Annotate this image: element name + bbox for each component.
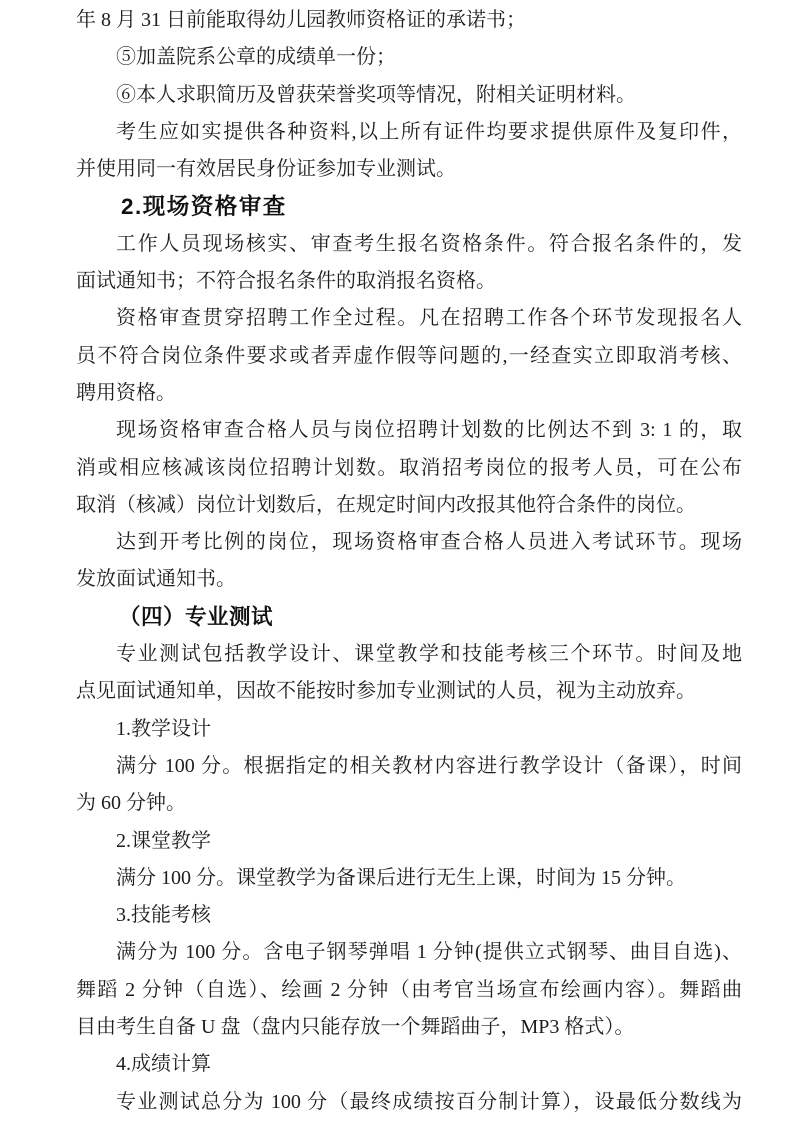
- text-line: 取消（核减）岗位计划数后，在规定时间内改报其他符合条件的岗位。: [76, 493, 696, 516]
- text-line: 满分为 100 分。含电子钢琴弹唱 1 分钟(提供立式钢琴、曲目自选)、: [116, 941, 742, 964]
- text-line: 消或相应核减该岗位招聘计划数。取消招考岗位的报考人员，可在公布: [76, 456, 742, 479]
- text-line: 考生应如实提供各种资料,以上所有证件均要求提供原件及复印件，: [116, 120, 742, 143]
- text-line: ⑤加盖院系公章的成绩单一份；: [116, 46, 396, 69]
- text-line: 目由考生自备 U 盘（盘内只能存放一个舞蹈曲子，MP3 格式）。: [76, 1016, 635, 1039]
- text-line: 年 8 月 31 日前能取得幼儿园教师资格证的承诺书；: [76, 9, 526, 31]
- text-line: 舞蹈 2 分钟（自选）、绘画 2 分钟（由考官当场宣布绘画内容）。舞蹈曲: [76, 978, 742, 1001]
- text-line: 2.课堂教学: [116, 829, 211, 852]
- text-line: 聘用资格。: [76, 381, 176, 404]
- text-line: 并使用同一有效居民身份证参加专业测试。: [76, 158, 456, 181]
- text-line: 专业测试总分为 100 分（最终成绩按百分制计算），设最低分数线为: [116, 1090, 742, 1113]
- text-line: 工作人员现场核实、审查考生报名资格条件。符合报名条件的，发: [116, 232, 742, 255]
- text-line: 4.成绩计算: [116, 1053, 211, 1076]
- document-text-body: [76, 2, 742, 1121]
- text-line: ⑥本人求职简历及曾获荣誉奖项等情况，附相关证明材料。: [116, 83, 636, 106]
- text-line: 满分 100 分。根据指定的相关教材内容进行教学设计（备课），时间: [116, 754, 742, 777]
- text-line: 达到开考比例的岗位，现场资格审查合格人员进入考试环节。现场: [116, 531, 742, 554]
- text-line: 发放面试通知书。: [76, 568, 236, 591]
- text-line: 为 60 分钟。: [76, 792, 186, 815]
- section-heading: 2.现场资格审查: [121, 194, 287, 220]
- text-line: 员不符合岗位条件要求或者弄虚作假等问题的,一经查实立即取消考核、: [76, 344, 742, 367]
- text-line: 面试通知书；不符合报名条件的取消报名资格。: [76, 270, 496, 293]
- text-line: 1.教学设计: [116, 717, 211, 740]
- text-line: 现场资格审查合格人员与岗位招聘计划数的比例达不到 3: 1 的，取: [116, 419, 742, 442]
- text-line: 专业测试包括教学设计、课堂教学和技能考核三个环节。时间及地: [116, 643, 742, 666]
- text-line: 满分 100 分。课堂教学为备课后进行无生上课，时间为 15 分钟。: [116, 866, 686, 889]
- text-line: 3.技能考核: [116, 904, 211, 927]
- text-line: 点见面试通知单，因故不能按时参加专业测试的人员，视为主动放弃。: [76, 680, 696, 703]
- text-line: 资格审查贯穿招聘工作全过程。凡在招聘工作各个环节发现报名人: [116, 307, 742, 330]
- section-heading: （四）专业测试: [119, 604, 274, 629]
